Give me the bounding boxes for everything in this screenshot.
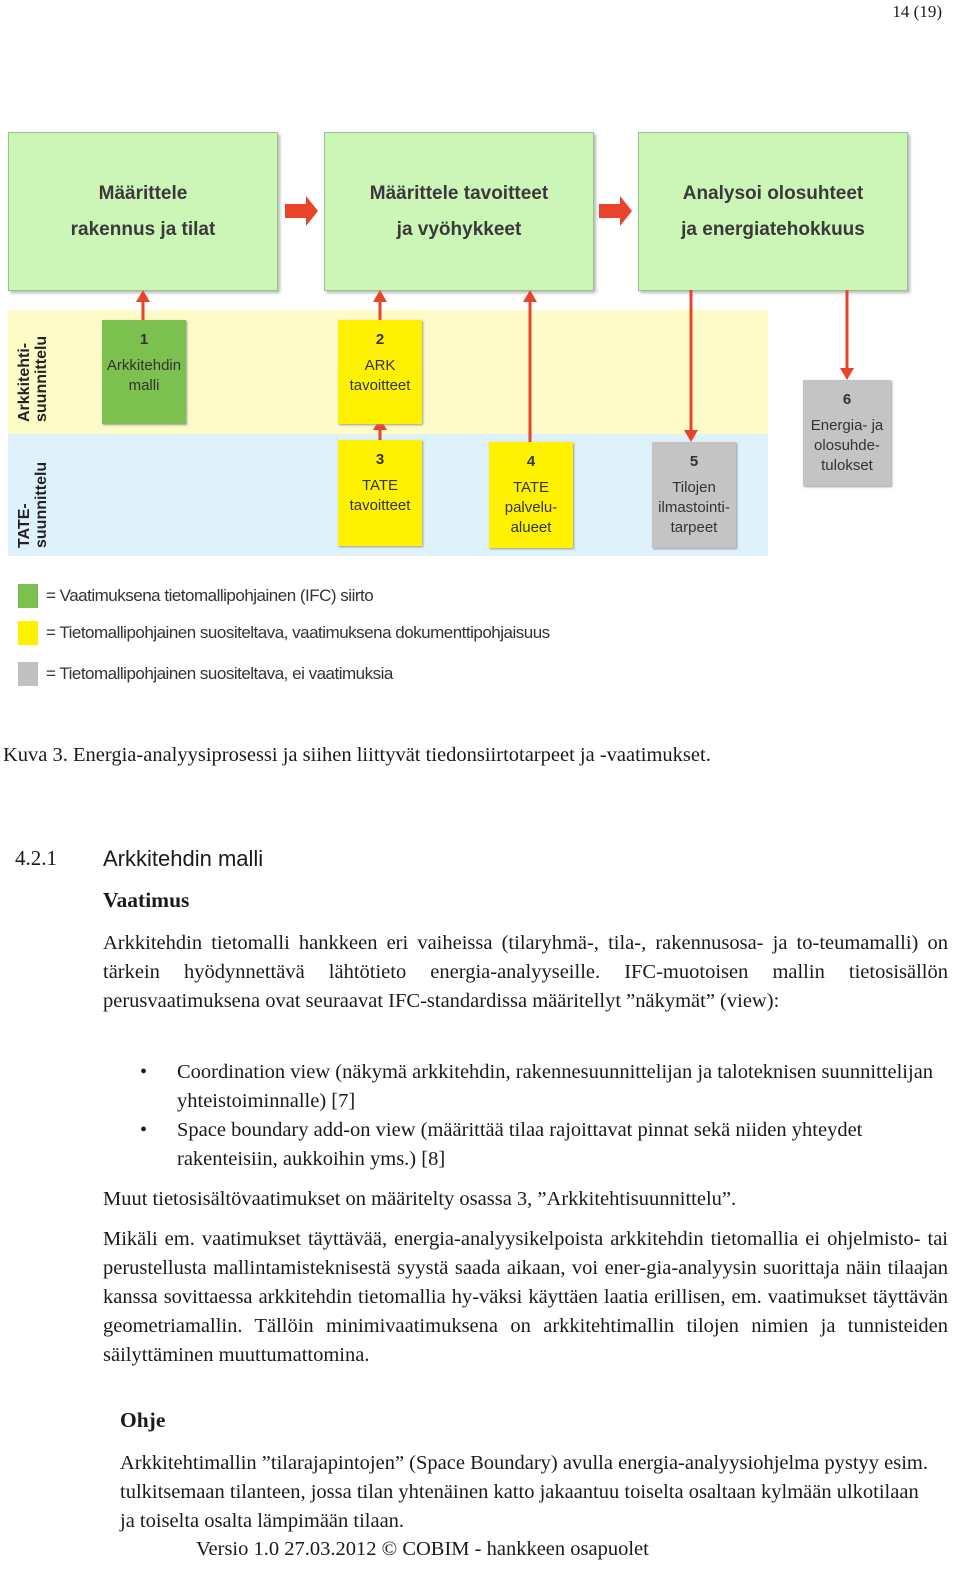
section-heading: [0, 846, 960, 876]
section-title: Arkkitehdin malli: [103, 846, 264, 871]
paragraph-2: Muut tietosisältövaatimukset on määritelty osassa 3, ”Arkkitehtisuunnittelu”.: [103, 1188, 737, 1210]
doc-1-architect-model: [102, 320, 186, 424]
row-label-architect-line1: Arkkitehti-: [16, 342, 33, 422]
step-1-line2: rakennus ja tilat: [70, 218, 216, 240]
doc-4-line2: palvelu-: [504, 499, 558, 516]
paragraph-4: Arkkitehtimallin ”tilarajapintojen” (Space Boundary) avulla energia-analyysiohjelma pystyy esim. tulkitsemaan tilanteen, jossa tilan yhtenäinen katto jakaantuu toiselta osaltaan kylmään ulkotilaan ja toiselta osalta lämpimään tilaan.: [120, 1452, 928, 1532]
arrow-doc4-up-head: [523, 290, 537, 302]
doc-1-line2: malli: [128, 377, 160, 394]
doc-3-line2: tavoitteet: [349, 497, 411, 514]
step-2-line2: ja vyöhykkeet: [396, 218, 522, 240]
bullet-item-2: • Space boundary add-on view (määrittää tilaa rajoittavat pinnat sekä niiden yhteydet rakenteisiin, aukkoihin yms.) [8]: [140, 1116, 960, 1174]
step-2-line1: Määrittele tavoitteet: [369, 182, 549, 204]
arrow-doc2-up-head: [373, 290, 387, 302]
row-label-tate-line1: TATE-: [16, 503, 33, 548]
step-1-line1: Määrittele: [98, 182, 188, 204]
flow-arrow-2-to-3: [599, 196, 632, 226]
row-label-architect-line2: suunnittelu: [33, 335, 50, 422]
legend-item-gray: [18, 662, 393, 686]
doc-4-tate-service-areas: [489, 442, 573, 548]
arrow-doc6-down-head: [840, 368, 854, 380]
legend-text-yellow: = Tietomallipohjainen suositeltava, vaatimuksena dokumenttipohjaisuus: [46, 623, 550, 642]
paragraph-1: Arkkitehdin tietomalli hankkeen eri vaiheissa (tilaryhmä-, tila-, rakennusosa- ja to-teumamalli) on tärkein hyödynnettävä lähtötieto energia-analyyseille. IFC-muotoisen mallin tietosisällön perusvaatimuksena ovat seuraavat IFC-standardissa määritellyt ”näkymät” (view):: [103, 932, 948, 1012]
arrow-doc5-down-head: [684, 430, 698, 442]
doc-6-line3: tulokset: [821, 457, 873, 474]
step-3-line1: Analysoi olosuhteet: [682, 182, 864, 204]
doc-2-line1: ARK: [364, 357, 396, 374]
legend-swatch-yellow: [18, 621, 38, 645]
doc-4-number: 4: [526, 453, 536, 470]
paragraph-3: Mikäli em. vaatimukset täyttävää, energia-analyysikelpoista arkkitehdin tietomallia ei ohjelmisto- tai perustellusta mallintamisteknisestä syystä saada aikaan, voi ener-gia-analyysin suorittaja näin tilaajan kanssa sovittaessa arkkitehdin tietomallia hy-väksi käyttäen laatia erillisen, em. vaatimukset täyttävän geometriamallin. Tällöin minimivaatimuksena on arkkitehtimallin tilojen nimien ja tunnisteiden säilyttäminen muuttumattomina.: [103, 1228, 948, 1366]
page-footer: Versio 1.0 27.03.2012 © COBIM - hankkeen osapuolet: [196, 1538, 649, 1560]
doc-5-number: 5: [689, 453, 699, 470]
doc-1-line1: Arkkitehdin: [106, 357, 182, 374]
doc-3-number: 3: [375, 451, 385, 468]
energy-analysis-process-diagram: [0, 120, 960, 700]
doc-2-line2: tavoitteet: [349, 377, 411, 394]
legend-item-yellow: [18, 621, 550, 645]
requirement-heading: Vaatimus: [103, 888, 190, 912]
doc-5-line3: tarpeet: [670, 519, 718, 536]
doc-2-ark-goals: [338, 320, 422, 424]
doc-4-line1: TATE: [512, 479, 550, 496]
doc-1-number: 1: [139, 331, 149, 348]
doc-6-energy-results: [803, 380, 891, 486]
legend-text-green: = Vaatimuksena tietomallipohjainen (IFC) siirto: [46, 586, 374, 605]
doc-6-line2: olosuhde-: [814, 437, 880, 454]
row-label-tate-line2: suunnittelu: [33, 461, 50, 548]
arrow-doc1-up-head: [136, 290, 150, 302]
doc-5-line2: ilmastointi-: [658, 499, 730, 516]
doc-5-space-ventilation-needs: [652, 442, 736, 548]
bullet-list: [140, 1058, 960, 1174]
figure-caption: Kuva 3. Energia-analyysiprosessi ja siihen liittyvät tiedonsiirtotarpeet ja -vaatimukset.: [3, 744, 711, 766]
legend-item-green: [18, 584, 373, 608]
legend-text-gray: = Tietomallipohjainen suositeltava, ei vaatimuksia: [46, 664, 393, 683]
doc-2-number: 2: [375, 331, 385, 348]
bullet-item-1: • Coordination view (näkymä arkkitehdin, rakennesuunnittelijan ja taloteknisen suunnittelijan yhteistoiminnalle) [7]: [140, 1058, 960, 1116]
legend-swatch-gray: [18, 662, 38, 686]
doc-5-line1: Tilojen: [672, 479, 716, 496]
flow-arrow-1-to-2: [285, 196, 318, 226]
doc-4-line3: alueet: [510, 519, 552, 536]
doc-6-line1: Energia- ja: [810, 417, 884, 434]
doc-3-line1: TATE: [361, 477, 399, 494]
doc-3-tate-goals: [338, 440, 422, 546]
section-number: 4.2.1: [15, 846, 57, 870]
doc-6-number: 6: [842, 391, 852, 408]
step-3-line2: ja energiatehokkuus: [681, 218, 865, 240]
page-number: 14 (19): [892, 2, 942, 21]
guide-heading: Ohje: [120, 1408, 166, 1432]
legend-swatch-green: [18, 584, 38, 608]
